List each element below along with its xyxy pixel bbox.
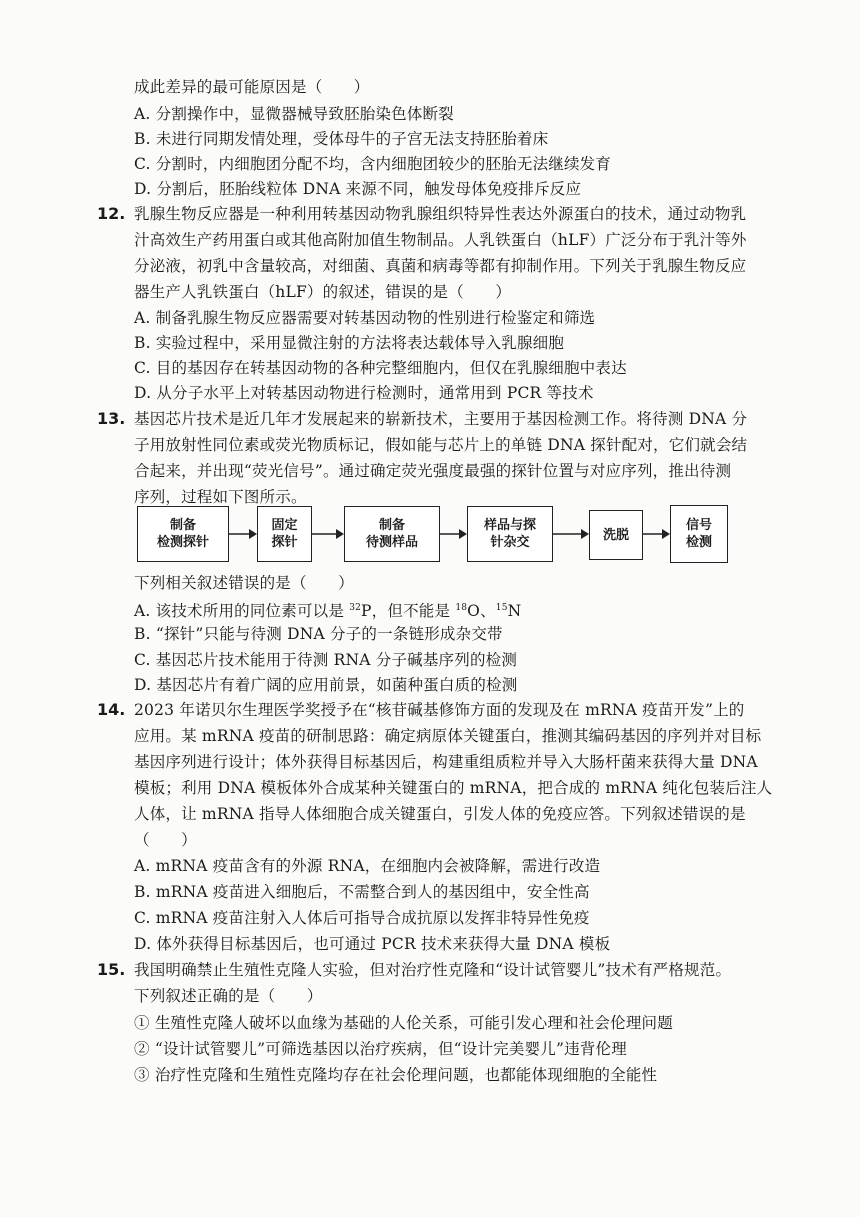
- arrow-icon: [553, 527, 589, 541]
- q12-option-a: A. 制备乳腺生物反应器需要对转基因动物的性别进行检鉴定和筛选: [134, 309, 596, 327]
- q13-stem-line: 序列，过程如下图所示。: [134, 488, 307, 506]
- q14-option-d: D. 体外获得目标基因后，也可通过 PCR 技术来获得大量 DNA 模板: [134, 935, 611, 953]
- isotope-mass: 18: [455, 603, 468, 613]
- arrow-icon: [643, 527, 670, 541]
- q13-stem-line: 基因芯片技术是近几年才发展起来的崭新技术，主要用于基因检测工作。将待测 DNA 分: [134, 410, 748, 428]
- arrow-icon: [312, 527, 344, 541]
- q12-option-c: C. 目的基因存在转基因动物的各种完整细胞内，但仅在乳腺细胞中表达: [134, 359, 627, 377]
- flow-step-fix-probe: 固定 探针: [257, 506, 312, 562]
- q13-question: 下列相关叙述错误的是（ ）: [134, 574, 354, 592]
- q15-stem-line: 下列叙述正确的是（ ）: [134, 987, 323, 1005]
- q12-stem-line: 汁高效生产药用蛋白或其他高附加值生物制品。人乳铁蛋白（hLF）广泛分布于乳汁等外: [134, 231, 747, 249]
- q11-stem: 成此差异的最可能原因是（ ）: [134, 78, 370, 96]
- q13-number: 13.: [97, 409, 126, 428]
- q14-stem-line: 应用。某 mRNA 疫苗的研制思路：确定病原体关键蛋白，推测其编码基因的序列并对目标: [134, 727, 762, 745]
- isotope-mass: 15: [495, 603, 508, 613]
- q12-option-b: B. 实验过程中，采用显微注射的方法将表达载体导入乳腺细胞: [134, 334, 565, 352]
- flow-step-prepare-sample: 制备 待测样品: [344, 506, 440, 562]
- isotope-symbol: P，但不能是: [361, 602, 456, 620]
- flow-step-elute: 洗脱: [589, 510, 643, 560]
- q14-option-a: A. mRNA 疫苗含有的外源 RNA，在细胞内会被降解，需进行改造: [134, 857, 601, 875]
- q14-number: 14.: [97, 700, 126, 719]
- q11-option-c: C. 分割时，内细胞团分配不均，含内细胞团较少的胚胎无法继续发育: [134, 155, 612, 173]
- q12-option-d: D. 从分子水平上对转基因动物进行检测时，通常用到 PCR 等技术: [134, 384, 594, 402]
- q14-option-b: B. mRNA 疫苗进入细胞后，不需整合到人的基因组中，安全性高: [134, 883, 590, 901]
- flow-step-hybridize: 样品与探 针杂交: [467, 506, 553, 562]
- arrow-icon: [440, 527, 467, 541]
- q13-option-a: [134, 598, 521, 621]
- q15-item-2: ② “设计试管婴儿”可筛选基因以治疗疾病，但“设计完美婴儿”违背伦理: [134, 1040, 627, 1058]
- q14-stem-line: 基因序列进行设计；体外获得目标基因后，构建重组质粒并导入大肠杆菌来获得大量 DNA: [134, 753, 758, 771]
- q14-stem-line: （ ）: [134, 831, 197, 849]
- flow-diagram: [137, 505, 732, 565]
- q12-stem-line: 乳腺生物反应器是一种利用转基因动物乳腺组织特异性表达外源蛋白的技术，通过动物乳: [134, 205, 747, 223]
- q11-option-d: D. 分割后，胚胎线粒体 DNA 来源不同，触发母体免疫排斥反应: [134, 180, 582, 198]
- q14-stem-line: 模板；利用 DNA 模板体外合成某种关键蛋白的 mRNA，把合成的 mRNA 纯化包装后注人: [134, 779, 773, 797]
- q14-option-c: C. mRNA 疫苗注射入人体后可指导合成抗原以发挥非特异性免疫: [134, 909, 590, 927]
- q13-option-d: D. 基因芯片有着广阔的应用前景，如菌种蛋白质的检测: [134, 676, 518, 694]
- isotope-symbol: N: [507, 602, 522, 620]
- q15-number: 15.: [97, 960, 126, 979]
- q14-stem-line: 人体，让 mRNA 指导人体细胞合成关键蛋白，引发人体的免疫应答。下列叙述错误的是: [134, 805, 746, 823]
- q14-stem-line: 2023 年诺贝尔生理医学奖授予在“核苷碱基修饰方面的发现及在 mRNA 疫苗开发”上的: [134, 701, 745, 719]
- q11-option-b: B. 未进行同期发情处理，受体母牛的子宫无法支持胚胎着床: [134, 130, 549, 148]
- flow-step-signal-detect: 信号 检测: [670, 505, 728, 563]
- isotope-mass: 32: [349, 603, 362, 613]
- q15-item-1: ① 生殖性克隆人破坏以血缘为基础的人伦关系，可能引发心理和社会伦理问题: [134, 1014, 673, 1032]
- q13-stem-line: 子用放射性同位素或荧光物质标记，假如能与芯片上的单链 DNA 探针配对，它们就会结: [134, 436, 748, 454]
- q12-stem-line: 器生产人乳铁蛋白（hLF）的叙述，错误的是（ ）: [134, 283, 512, 301]
- q13-stem-line: 合起来，并出现“荧光信号”。通过确定荧光强度最强的探针位置与对应序列，推出待测: [134, 462, 732, 480]
- q15-stem-line: 我国明确禁止生殖性克隆人实验，但对治疗性克隆和“设计试管婴儿”技术有严格规范。: [134, 961, 732, 979]
- q13-option-b: B. “探针”只能与待测 DNA 分子的一条链形成杂交带: [134, 625, 503, 643]
- isotope-symbol: O、: [467, 602, 496, 620]
- q13-option-a-text: A. 该技术所用的同位素可以是: [134, 602, 350, 620]
- q12-number: 12.: [97, 204, 126, 223]
- flow-step-prepare-probe: 制备 检测探针: [137, 506, 229, 562]
- q13-option-c: C. 基因芯片技术能用于待测 RNA 分子碱基序列的检测: [134, 651, 518, 669]
- arrow-icon: [229, 527, 257, 541]
- q11-option-a: A. 分割操作中，显微器械导致胚胎染色体断裂: [134, 105, 454, 123]
- q15-item-3: ③ 治疗性克隆和生殖性克隆均存在社会伦理问题，也都能体现细胞的全能性: [134, 1066, 658, 1084]
- q12-stem-line: 分泌液，初乳中含量较高，对细菌、真菌和病毒等都有抑制作用。下列关于乳腺生物反应: [134, 257, 747, 275]
